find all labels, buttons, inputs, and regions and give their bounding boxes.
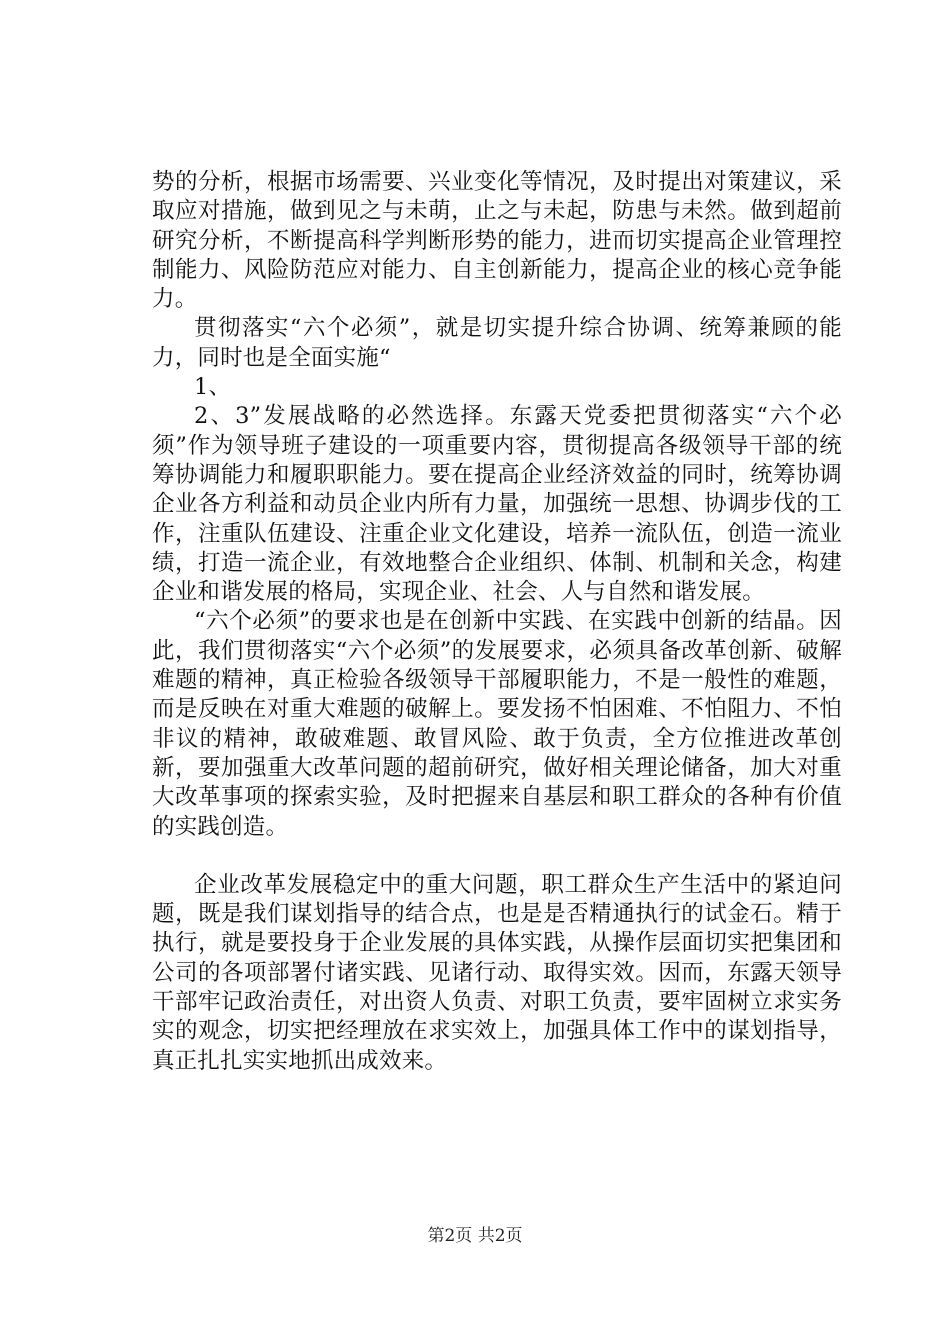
paragraph-execution: 企业改革发展稳定中的重大问题，职工群众生产生活中的紧迫问题，既是我们谋划指导的结合点，也是是否精通执行的试金石。精于执行，就是要投身于企业发展的具体实践，从操作层面切实把集团和公司的各项部署付诸实践、见诸行动、取得实效。因而，东露天领导干部牢记政治责任，对出资人负责、对职工负责，要牢固树立求实务实的观念，切实把经理放在求实效上，加强具体工作中的谋划指导，真正扎扎实实地抓出成效来。 [152,871,842,1074]
page-footer: 第2页 共2页 [427,1226,523,1246]
paragraph-continuation: 势的分析，根据市场需要、兴业变化等情况，及时提出对策建议，采取应对措施，做到见之与未萌，止之与未起，防患与未然。做到超前研究分析，不断提高科学判断形势的能力，进而切实提高企业管理控制能力、风险防范应对能力、自主创新能力，提高企业的核心竞争能力。 [152,169,842,313]
paragraph-coordination: 贯彻落实“六个必须”，就是切实提升综合协调、统筹兼顾的能力，同时也是全面实施“ [152,315,842,371]
document-body [152,168,842,1076]
paragraph-fragment: 1、 [194,374,232,401]
paragraph-strategy: 2、3”发展战略的必然选择。东露天党委把贯彻落实“六个必须”作为领导班子建设的一项重要内容，贯彻提高各级领导干部的统筹协调能力和履职职能力。要在提高企业经济效益的同时，统筹协调企业各方利益和动员企业内所有力量，加强统一思想、协调步伐的工作，注重队伍建设、注重企业文化建设，培养一流队伍，创造一流业绩，打造一流企业，有效地整合企业组织、体制、机制和关念，构建企业和谐发展的格局，实现企业、社会、人与自然和谐发展。 [152,403,842,606]
paragraph-innovation: “六个必须”的要求也是在创新中实践、在实践中创新的结晶。因此，我们贯彻落实“六个必须”的发展要求，必须具备改革创新、破解难题的精神，真正检验各级领导干部履职能力，不是一般性的难题，而是反映在对重大难题的破解上。要发扬不怕困难、不怕阻力、不怕非议的精神，敢破难题、敢冒风险、敢于负责，全方位推进改革创新，要加强重大改革问题的超前研究，做好相关理论储备，加大对重大改革事项的探索实验，及时把握来自基层和职工群众的各种有价值的实践创造。 [152,608,842,840]
